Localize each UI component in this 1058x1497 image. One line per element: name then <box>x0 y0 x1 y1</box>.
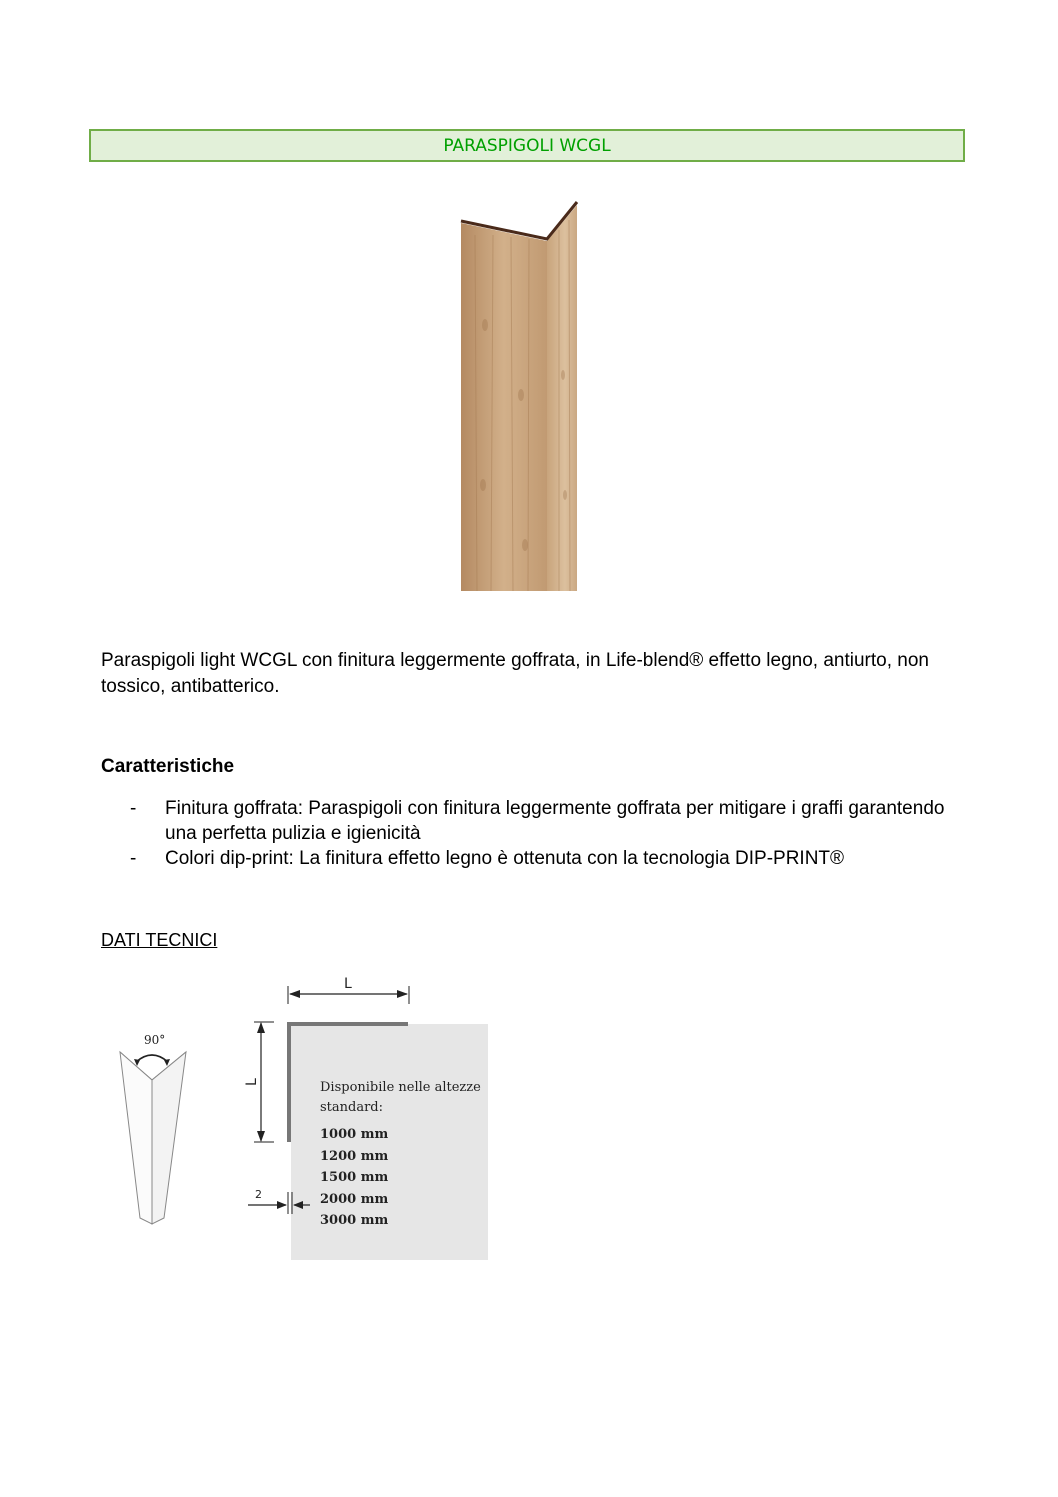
list-item: 1500 mm <box>320 1170 389 1185</box>
availability-title-line2: standard: <box>320 1100 384 1115</box>
list-item: 3000 mm <box>320 1213 389 1228</box>
list-item <box>101 796 961 846</box>
bullet-dash: - <box>130 848 137 869</box>
features-list <box>101 796 961 871</box>
availability-title-line1: Disponibile nelle altezze <box>320 1080 481 1095</box>
product-description: Paraspigoli light WCGL con finitura leggermente goffrata, in Life-blend® effetto legno, antiurto, non tossico, antibatterico. <box>101 650 929 697</box>
length-label-side: L <box>244 1078 260 1086</box>
feature-text: Colori dip-print: La finitura effetto legno è ottenuta con la tecnologia DIP-PRINT® <box>165 848 845 869</box>
features-heading: Caratteristiche <box>101 756 235 777</box>
availability-title <box>320 1078 481 1118</box>
page-title: PARASPIGOLI WCGL <box>443 135 611 156</box>
product-image <box>455 195 585 593</box>
length-label-top: L <box>344 976 352 992</box>
tech-data-heading: DATI TECNICI <box>101 930 218 950</box>
thickness-label: 2 <box>255 1188 262 1201</box>
list-item <box>101 846 961 871</box>
angle-diagram <box>110 1020 200 1230</box>
list-item: 1200 mm <box>320 1148 389 1164</box>
title-banner <box>89 129 965 162</box>
feature-text: Finitura goffrata: Paraspigoli con finitura leggermente goffrata per mitigare i graffi garantendo una perfetta pulizia e igienicità <box>165 798 945 844</box>
list-item: 1000 mm <box>320 1127 389 1142</box>
list-item: 2000 mm <box>320 1191 389 1207</box>
angle-label: 90° <box>144 1033 166 1047</box>
bullet-dash: - <box>130 798 137 819</box>
heights-list <box>320 1124 388 1232</box>
